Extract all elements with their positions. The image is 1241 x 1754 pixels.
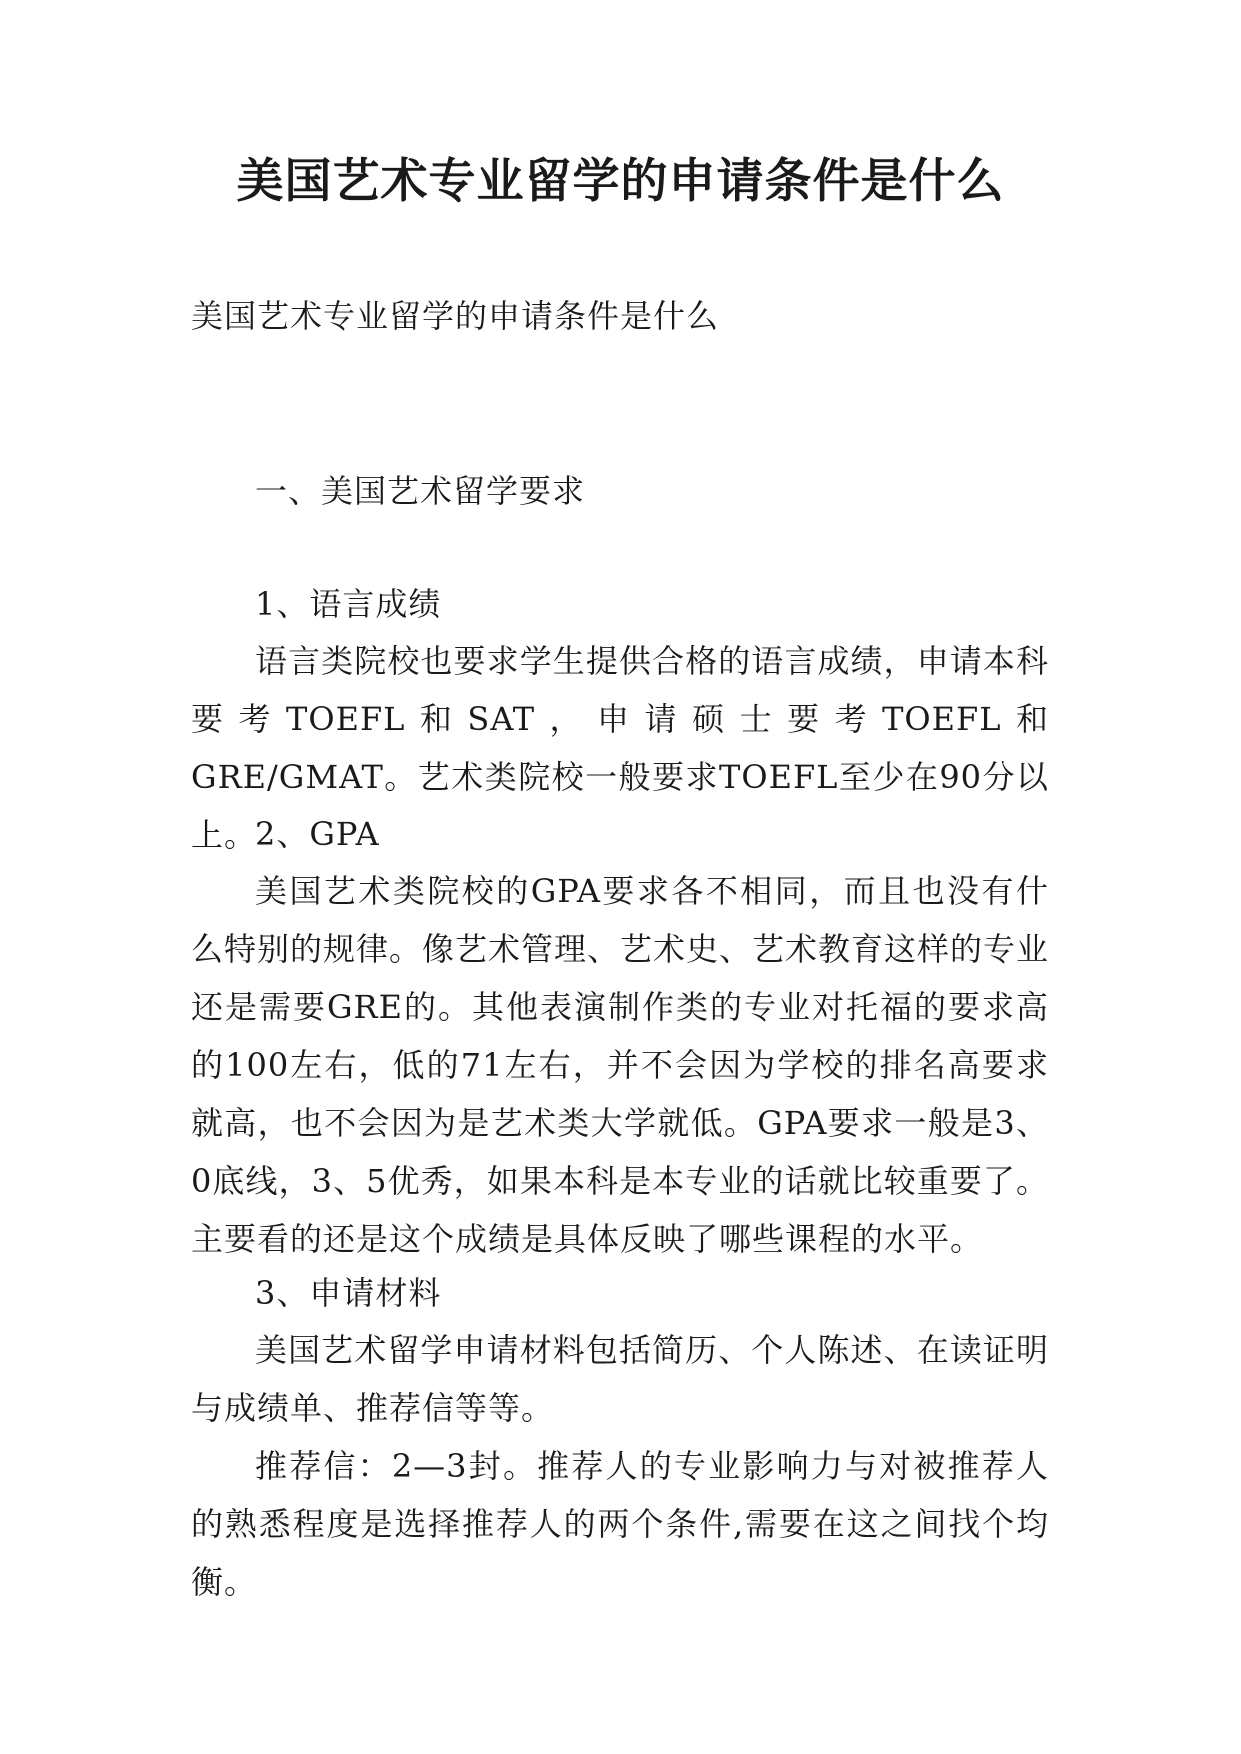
paragraph-language-scores: 语言类院校也要求学生提供合格的语言成绩，申请本科要考TOEFL和SAT，申请硕士要考TOEFL和GRE/GMAT。艺术类院校一般要求TOEFL至少在90分以上。: [191, 642, 1049, 854]
subheading-application-materials: 3、申请材料: [255, 1274, 442, 1312]
document-subtitle: 美国艺术专业留学的申请条件是什么: [191, 297, 720, 335]
section-heading: 一、美国艺术留学要求: [255, 472, 586, 510]
paragraph-application-materials: 美国艺术留学申请材料包括简历、个人陈述、在读证明与成绩单、推荐信等等。: [191, 1331, 1049, 1427]
document-title: 美国艺术专业留学的申请条件是什么: [236, 154, 1005, 209]
paragraph-gpa: 美国艺术类院校的GPA要求各不相同，而且也没有什么特别的规律。像艺术管理、艺术史、艺术教育这样的专业还是需要GRE的。其他表演制作类的专业对托福的要求高的100左右，低的71左右，并不会因为学校的排名高要求就高，也不会因为是艺术类大学就低。GPA要求一般是3、0底线，3、5优秀，如果本科是本专业的话就比较重要了。主要看的还是这个成绩是具体反映了哪些课程的水平。: [191, 872, 1050, 1258]
paragraph-recommendation-letters: 推荐信：2—3封。推荐人的专业影响力与对被推荐人的熟悉程度是选择推荐人的两个条件,需要在这之间找个均衡。: [191, 1447, 1049, 1601]
subheading-gpa: 2、GPA: [255, 815, 380, 853]
subheading-language-scores: 1、语言成绩: [255, 585, 442, 623]
